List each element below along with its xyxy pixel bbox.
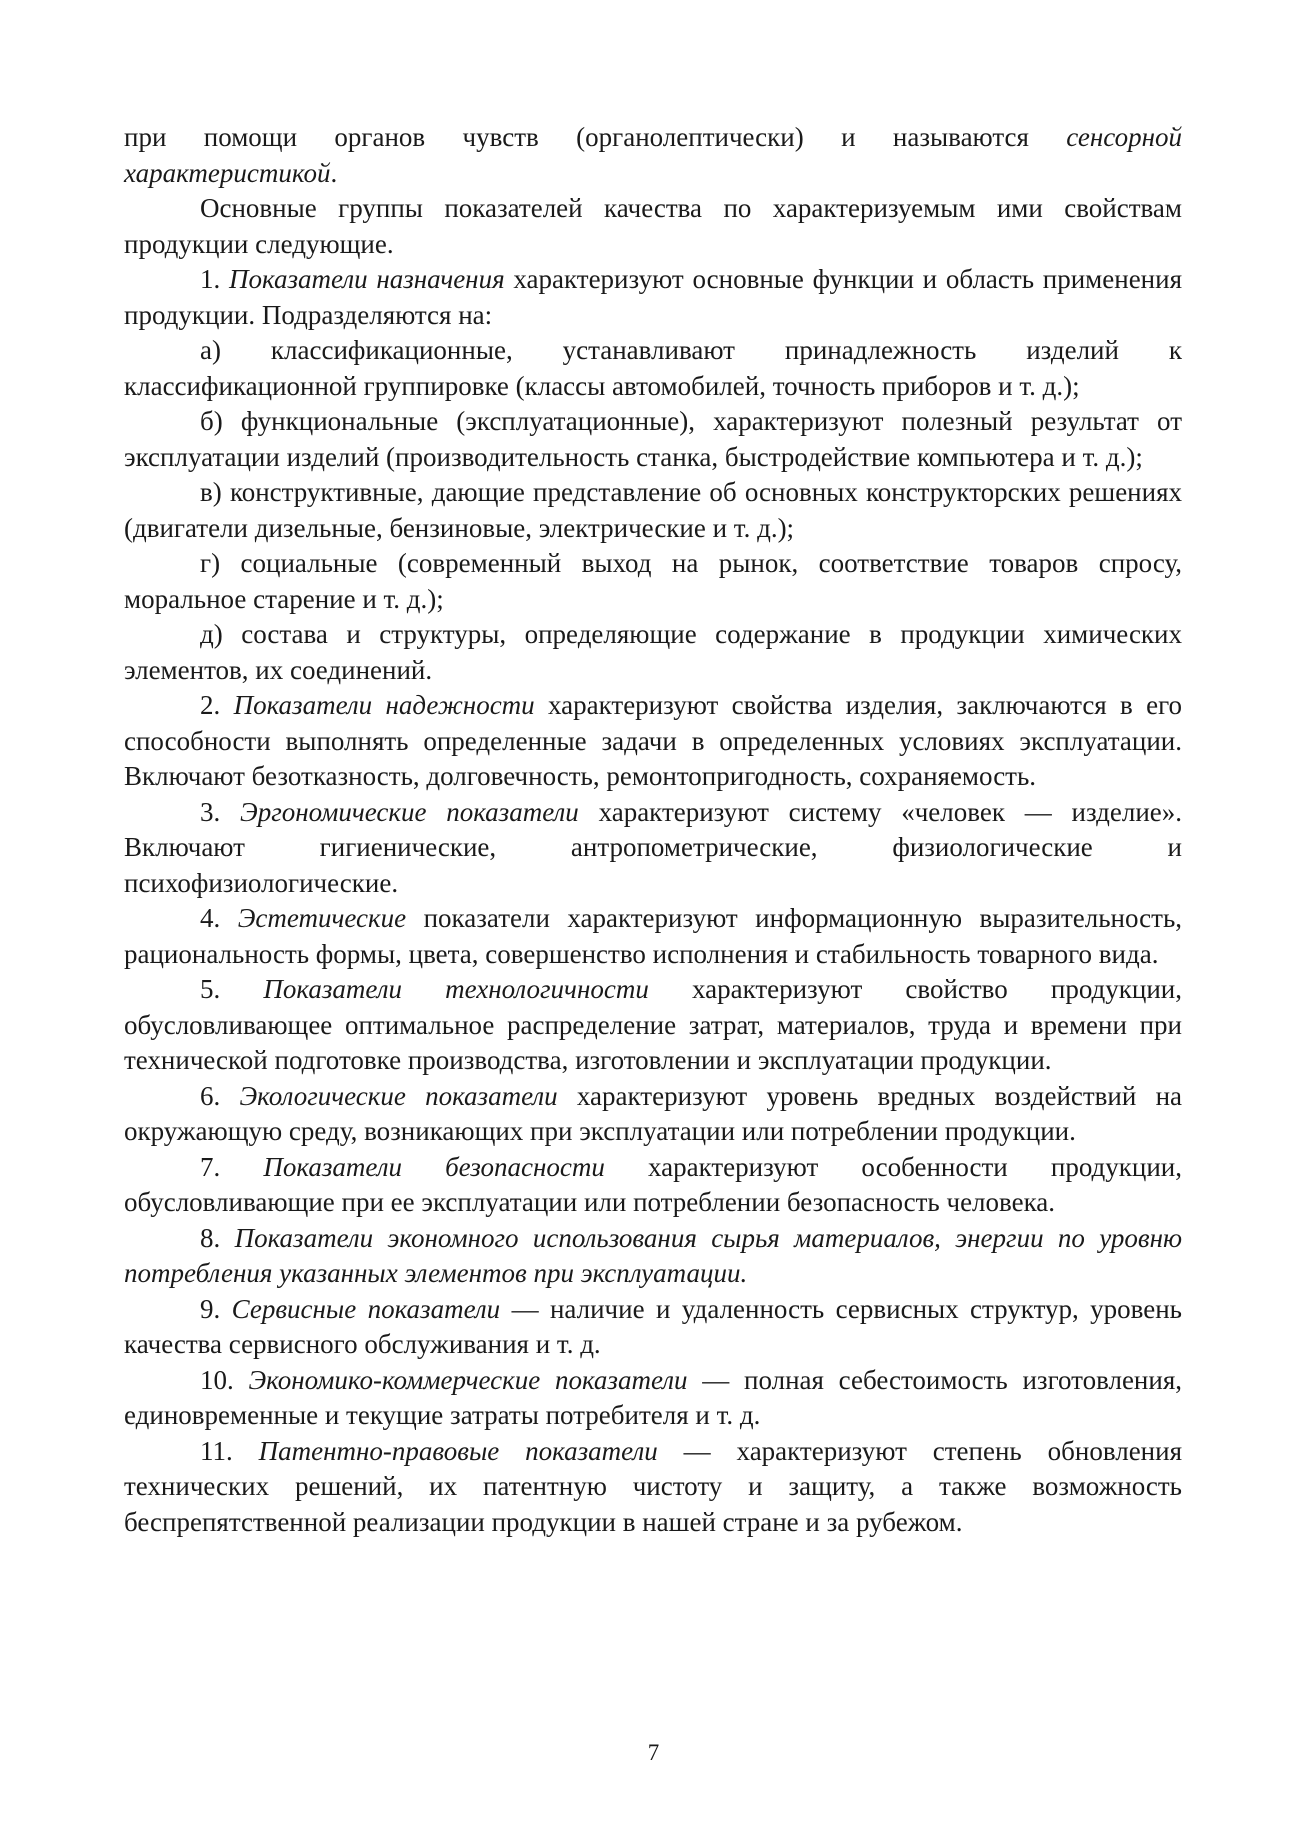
paragraph-text: Основные группы показателей качества по характеризуемым ими свойствам продукции следующие. — [124, 193, 1182, 259]
paragraph-text: д) состава и структуры, определяющие содержание в продукции химических элементов, их соединений. — [124, 619, 1182, 685]
italic-term: Экологические показатели — [239, 1080, 558, 1111]
italic-term: Показатели надежности — [233, 690, 535, 720]
paragraph-text: — характеризуют степень обновления технических решений, их патентную чистоту и защиту, а также возможность беспрепятственной реализации продукции в нашей стране и за рубежом. — [124, 1435, 1182, 1537]
item-2-reliability — [124, 688, 1182, 795]
paragraph-groups-intro — [124, 191, 1182, 262]
item-11-patent — [124, 1434, 1182, 1541]
item-9-service — [124, 1292, 1182, 1363]
italic-term: Экономико-коммерческие показатели — [248, 1364, 688, 1395]
item-1-purpose — [124, 262, 1182, 333]
italic-term: Показатели безопасности — [263, 1151, 605, 1182]
subitem-g — [124, 546, 1182, 617]
page-body — [124, 120, 1182, 1540]
italic-term: Эргономические показатели — [240, 796, 579, 827]
item-number: 3. — [200, 796, 241, 827]
paragraph-text: г) социальные (современный выход на рынок, соответствие товаров спросу, моральное старение и т. д.); — [124, 548, 1182, 614]
paragraph-text: в) конструктивные, дающие представление об основных конструкторских решениях (двигатели дизельные, бензиновые, электрические и т. д.); — [124, 477, 1182, 543]
paragraph-text: характеризуют систему «человек — изделие». Включают гигиенические, антропометрические, физиологические и психофизиологические. — [124, 796, 1182, 898]
item-3-ergonomic — [124, 795, 1182, 902]
item-number: 11. — [200, 1435, 259, 1466]
item-4-aesthetic — [124, 901, 1182, 972]
item-number: 1. — [200, 264, 230, 294]
item-number: 7. — [200, 1151, 264, 1182]
italic-term: Показатели экономного использования сырья материалов, энергии по уровню потребления указанных элементов при эксплуатации. — [124, 1222, 1182, 1288]
paragraph-sensory — [124, 120, 1182, 191]
italic-term: Эстетические — [237, 903, 407, 933]
paragraph-text: показатели характеризуют информационную выразительность, рациональность формы, цвета, совершенство исполнения и стабильность товарного вида. — [124, 903, 1183, 969]
item-number: 4. — [200, 903, 238, 933]
paragraph-text: характеризуют свойства изделия, заключаются в его способности выполнять определенные задачи в определенных условиях эксплуатации. Включают безотказность, долговечность, ремонтопригодность, сохраняемость. — [124, 690, 1183, 791]
item-number: 2. — [200, 690, 234, 720]
paragraph-text: при помощи органов чувств (органолептически) и называются — [124, 122, 1067, 152]
paragraph-text: — наличие и удаленность сервисных структур, уровень качества сервисного обслуживания и т. д. — [124, 1293, 1182, 1359]
item-number: 5. — [200, 974, 264, 1004]
item-5-technological — [124, 972, 1182, 1079]
subitem-b — [124, 404, 1182, 475]
italic-term: сенсорной характеристикой — [124, 122, 1182, 188]
paragraph-text: а) классификационные, устанавливают принадлежность изделий к классификационной группировке (классы автомобилей, точность приборов и т. д.); — [124, 335, 1182, 401]
subitem-v — [124, 475, 1182, 546]
italic-term: Показатели назначения — [229, 264, 505, 294]
item-6-ecological — [124, 1079, 1182, 1150]
italic-term: Сервисные показатели — [231, 1293, 501, 1324]
paragraph-text: характеризуют свойство продукции, обусловливающее оптимальное распределение затрат, материалов, труда и времени при технической подготовке производства, изготовлении и эксплуатации продукции. — [124, 974, 1182, 1075]
page-number: 7 — [647, 1740, 660, 1765]
item-8-economy — [124, 1221, 1182, 1292]
paragraph-text: характеризуют основные функции и область применения продукции. Подразделяются на: — [124, 264, 1182, 330]
paragraph-end: . — [330, 157, 338, 188]
italic-term: Патентно-правовые показатели — [258, 1435, 658, 1466]
paragraph-text: б) функциональные (эксплуатационные), характеризуют полезный результат от эксплуатации изделий (производительность станка, быстродействие компьютера и т. д.); — [124, 406, 1182, 472]
paragraph-text: — полная себестоимость изготовления, единовременные и текущие затраты потребителя и т. д. — [124, 1364, 1182, 1430]
item-number: 10. — [200, 1364, 249, 1395]
item-10-commercial — [124, 1363, 1182, 1434]
item-number: 9. — [200, 1293, 232, 1324]
item-number: 8. — [200, 1222, 235, 1253]
italic-term: Показатели технологичности — [263, 974, 649, 1004]
subitem-a — [124, 333, 1182, 404]
subitem-d — [124, 617, 1182, 688]
item-number: 6. — [200, 1080, 240, 1111]
paragraph-text: характеризуют уровень вредных воздействий на окружающую среду, возникающих при эксплуатации или потреблении продукции. — [124, 1080, 1183, 1146]
paragraph-text: характеризуют особенности продукции, обусловливающие при ее эксплуатации или потреблении безопасность человека. — [124, 1151, 1182, 1217]
item-7-safety — [124, 1150, 1182, 1221]
